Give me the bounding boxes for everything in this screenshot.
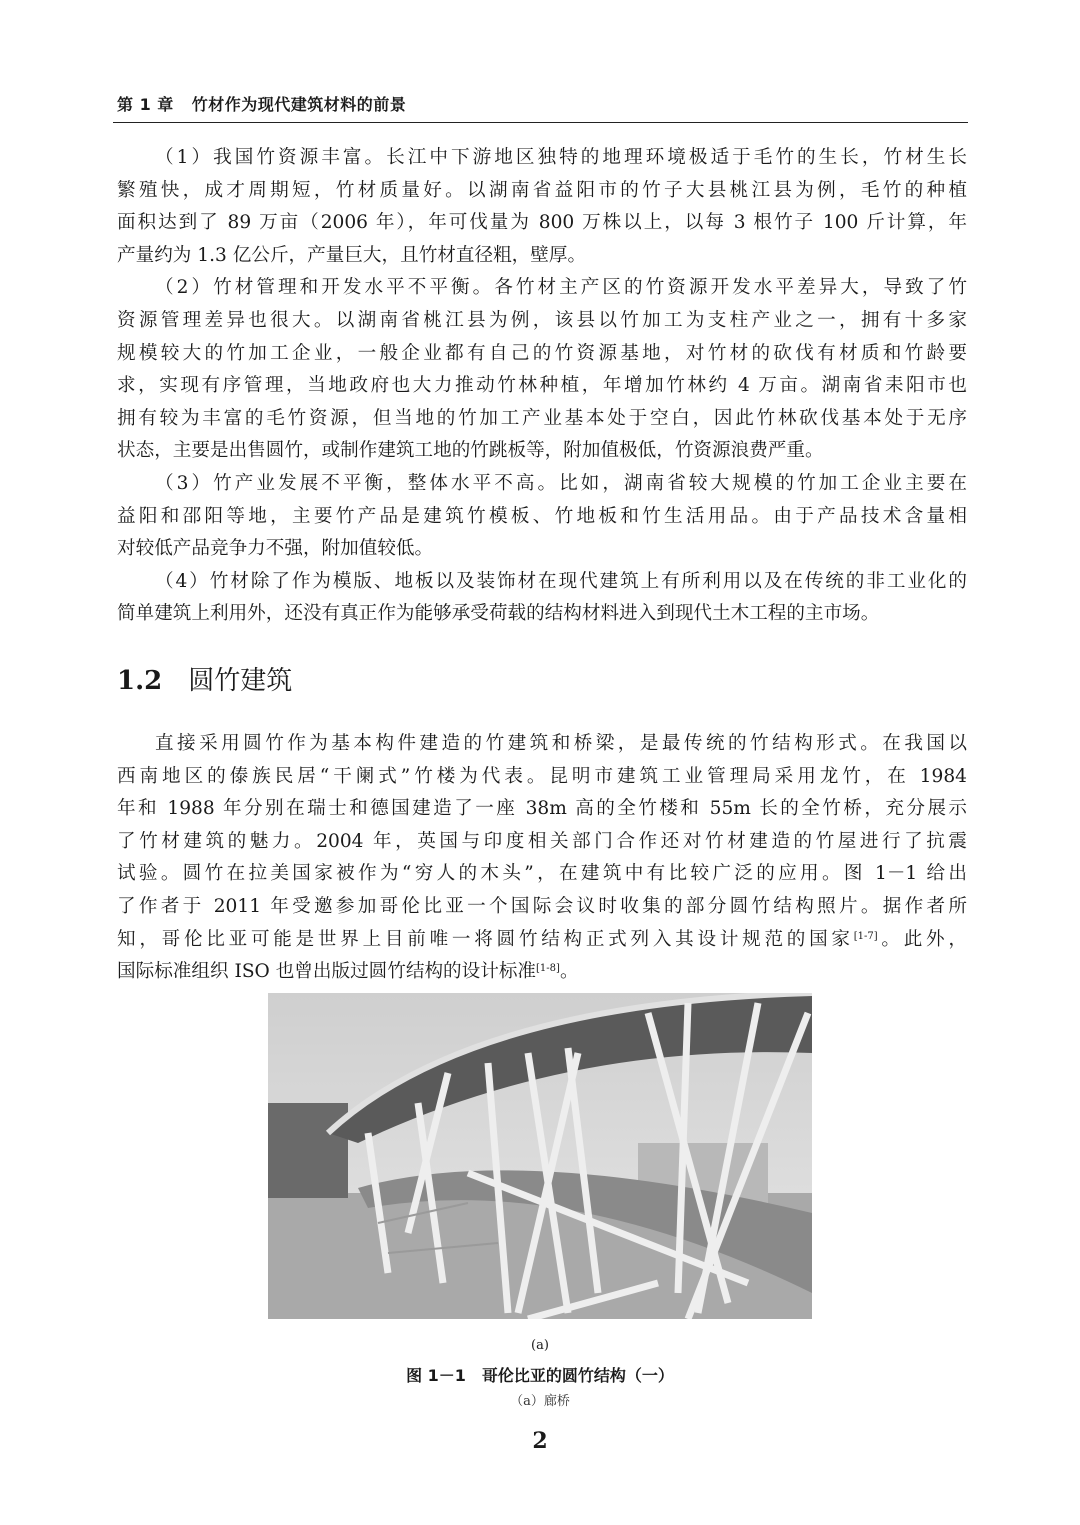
citation-ref: [1-7] [853,930,878,942]
paragraph-line: （4）竹材除了作为模版、地板以及装饰材在现代建筑上有所利用以及在传统的非工业化的 [155,570,967,592]
paragraph-line: 简单建筑上利用外，还没有真正作为能够承受荷载的结构材料进入到现代土木工程的主市场。 [117,603,880,625]
paragraph-line: 产量约为 1.3 亿公斤，产量巨大，且竹材直径粗，壁厚。 [117,244,587,266]
paragraph-line: 状态，主要是出售圆竹，或制作建筑工地的竹跳板等，附加值极低，竹资源浪费严重。 [117,440,824,462]
paragraph-line: 对较低产品竞争力不强，附加值较低。 [117,538,434,560]
paragraph-line: （3）竹产业发展不平衡，整体水平不高。比如，湖南省较大规模的竹加工企业主要在 [155,472,967,494]
body-text-section-1-2 [117,728,967,989]
paragraph-line: 求，实现有序管理，当地政府也大力推动竹林种植，年增加竹林约 4 万亩。湖南省耒阳市也 [117,375,967,397]
running-header [117,92,424,115]
figure-sub-label: (a) [531,1338,549,1353]
paragraph-line: 益阳和邵阳等地，主要竹产品是建筑竹模板、竹地板和竹生活用品。由于产品技术含量相 [117,505,967,527]
body-text-section-1-1 [117,142,967,631]
header-rule [113,122,968,123]
paragraph-line: 知，哥伦比亚可能是世界上目前唯一将圆竹结构正式列入其设计规范的国家[1-7]。此外， [117,928,967,950]
paragraph-line: （2）竹材管理和开发水平不平衡。各竹材主产区的竹资源开发水平差异大，导致了竹 [155,277,967,299]
figure-caption: 图 1－1 哥伦比亚的圆竹结构（一） [406,1366,674,1385]
chapter-title: 竹材作为现代建筑材料的前景 [191,95,407,114]
paragraph-line: 西南地区的傣族民居“干阑式”竹楼为代表。昆明市建筑工业管理局采用龙竹，在 1984 [117,765,967,787]
bamboo-bridge-photo [268,993,812,1319]
section-title: 圆竹建筑 [188,666,293,696]
paragraph-line: 资源管理差异也很大。以湖南省桃江县为例，该县以竹加工为支柱产业之一，拥有十多家 [117,309,967,331]
section-number: 1.2 [117,666,163,696]
paragraph-line: 规模较大的竹加工企业，一般企业都有自己的竹资源基地，对竹材的砍伐有材质和竹龄要 [117,342,967,364]
figure-subcaption: （a）廊桥 [510,1394,570,1409]
chapter-number: 第 1 章 [117,95,174,114]
page-number: 2 [532,1428,548,1454]
paragraph-line: 繁殖快，成才周期短，竹材质量好。以湖南省益阳市的竹子大县桃江县为例，毛竹的种植 [117,179,967,201]
paragraph-line: 直接采用圆竹作为基本构件建造的竹建筑和桥梁，是最传统的竹结构形式。在我国以 [155,733,967,754]
paragraph-line: 了作者于 2011 年受邀参加哥伦比亚一个国际会议时收集的部分圆竹结构照片。据作者所 [117,895,967,917]
paragraph-line: 试验。圆竹在拉美国家被作为“穷人的木头”，在建筑中有比较广泛的应用。图 1－1 给出 [117,863,967,885]
paragraph-line: 年和 1988 年分别在瑞士和德国建造了一座 38m 高的全竹楼和 55m 长的全竹桥，充分展示 [117,798,967,820]
paragraph-line: 面积达到了 89 万亩（2006 年），年可伐量为 800 万株以上，以每 3 根竹子 100 斤计算，年 [117,212,967,234]
section-heading [117,660,292,697]
paragraph-line: 拥有较为丰富的毛竹资源，但当地的竹加工产业基本处于空白，因此竹林砍伐基本处于无序 [117,407,967,429]
paragraph-line: 了竹材建筑的魅力。2004 年，英国与印度相关部门合作还对竹材建造的竹屋进行了抗震 [117,830,967,852]
paragraph-line: （1）我国竹资源丰富。长江中下游地区独特的地理环境极适于毛竹的生长，竹材生长 [155,147,967,168]
citation-ref: [1-8] [536,963,560,975]
paragraph-line: 国际标准组织 ISO 也曾出版过圆竹结构的设计标准[1-8]。 [117,961,579,983]
